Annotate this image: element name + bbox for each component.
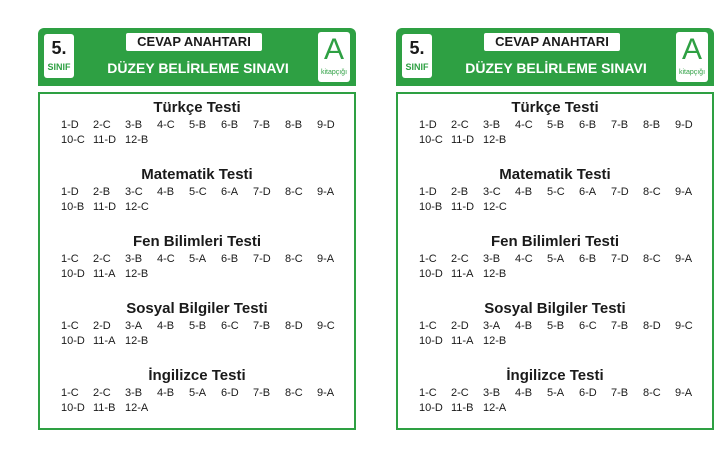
grade-number: 5.	[51, 38, 67, 58]
answer-item: 4-C	[157, 119, 175, 131]
answer-key-card-right	[396, 28, 714, 430]
answer-item: 1-C	[61, 253, 79, 265]
answer-item: 12-C	[125, 201, 149, 213]
answer-item: 11-D	[93, 201, 117, 213]
answer-item: 12-A	[125, 402, 149, 414]
answer-grid	[398, 386, 709, 416]
answer-item: 2-D	[93, 320, 111, 332]
answer-item: 3-C	[125, 186, 143, 198]
answer-item: 11-B	[93, 402, 116, 414]
answer-item: 2-C	[93, 119, 111, 131]
test-section	[40, 232, 354, 299]
answer-item: 8-C	[643, 186, 661, 198]
answer-item: 5-C	[547, 186, 565, 198]
grade-label: SINIF	[47, 62, 71, 72]
answer-item: 5-A	[189, 387, 207, 399]
answer-item: 10-C	[61, 134, 85, 146]
answer-item: 1-D	[419, 186, 437, 198]
grade-badge	[402, 34, 432, 78]
answer-item: 11-D	[93, 134, 117, 146]
answer-item: 11-A	[93, 335, 116, 347]
answer-item: 7-B	[611, 387, 629, 399]
answer-item: 1-C	[61, 320, 79, 332]
answer-item: 2-B	[93, 186, 111, 198]
answer-item: 7-D	[253, 186, 271, 198]
answer-item: 9-A	[675, 387, 693, 399]
answer-item: 5-A	[547, 387, 565, 399]
answer-item: 2-C	[451, 119, 469, 131]
answer-item: 2-C	[451, 253, 469, 265]
answer-item: 5-B	[547, 320, 565, 332]
answer-grid	[40, 185, 351, 215]
answer-item: 6-B	[579, 253, 597, 265]
answer-item: 2-C	[93, 253, 111, 265]
answer-item: 5-A	[547, 253, 565, 265]
answer-item: 4-C	[515, 253, 533, 265]
answer-item: 6-C	[221, 320, 239, 332]
test-section	[40, 366, 354, 433]
answer-item: 1-C	[419, 320, 437, 332]
answer-item: 10-D	[419, 268, 443, 280]
answer-item: 3-B	[125, 253, 143, 265]
answer-item: 6-A	[579, 186, 597, 198]
answer-item: 6-B	[579, 119, 597, 131]
answer-item: 6-A	[221, 186, 239, 198]
answer-item: 1-C	[419, 387, 437, 399]
answer-item: 4-B	[515, 186, 533, 198]
card-title: CEVAP ANAHTARI	[484, 33, 620, 51]
answer-item: 4-B	[157, 320, 175, 332]
answer-item: 4-C	[157, 253, 175, 265]
answer-item: 11-A	[451, 335, 474, 347]
answer-item: 7-B	[253, 387, 271, 399]
answer-item: 12-B	[125, 335, 149, 347]
test-title: Türkçe Testi	[153, 99, 241, 116]
answer-item: 7-B	[611, 320, 629, 332]
answer-grid	[398, 118, 709, 148]
answer-item: 7-D	[611, 186, 629, 198]
answer-item: 6-D	[221, 387, 239, 399]
answer-item: 12-B	[125, 268, 149, 280]
answer-item: 4-C	[515, 119, 533, 131]
answer-item: 12-A	[483, 402, 507, 414]
test-title: Sosyal Bilgiler Testi	[126, 300, 268, 317]
booklet-badge	[318, 32, 350, 82]
card-header	[396, 28, 714, 86]
answer-item: 6-B	[221, 119, 239, 131]
booklet-label: kitapçığı	[678, 69, 706, 76]
answer-item: 3-B	[483, 387, 501, 399]
answer-item: 8-C	[643, 253, 661, 265]
answer-item: 9-D	[675, 119, 693, 131]
answer-item: 5-B	[547, 119, 565, 131]
answer-item: 7-B	[253, 320, 271, 332]
answer-item: 8-C	[285, 186, 303, 198]
test-section	[398, 232, 712, 299]
test-title: Sosyal Bilgiler Testi	[484, 300, 626, 317]
answer-item: 2-B	[451, 186, 469, 198]
answer-item: 9-C	[317, 320, 335, 332]
answer-item: 9-A	[317, 253, 335, 265]
answer-item: 6-C	[579, 320, 597, 332]
test-title: Türkçe Testi	[511, 99, 599, 116]
answer-item: 10-D	[61, 335, 85, 347]
answer-list	[396, 92, 714, 430]
answer-item: 2-D	[451, 320, 469, 332]
answer-item: 8-C	[285, 387, 303, 399]
answer-item: 7-D	[253, 253, 271, 265]
answer-item: 10-B	[61, 201, 85, 213]
answer-item: 4-B	[515, 387, 533, 399]
test-section	[398, 299, 712, 366]
answer-item: 5-B	[189, 320, 207, 332]
answer-grid	[40, 118, 351, 148]
answer-item: 8-B	[285, 119, 303, 131]
answer-item: 8-C	[643, 387, 661, 399]
answer-item: 9-A	[317, 387, 335, 399]
answer-item: 10-D	[419, 335, 443, 347]
answer-item: 12-C	[483, 201, 507, 213]
answer-list	[38, 92, 356, 430]
answer-item: 7-B	[253, 119, 271, 131]
test-title: Fen Bilimleri Testi	[490, 233, 620, 250]
answer-item: 7-D	[611, 253, 629, 265]
answer-grid	[40, 319, 351, 349]
test-section	[398, 98, 712, 165]
answer-item: 11-A	[93, 268, 116, 280]
answer-item: 8-C	[285, 253, 303, 265]
answer-item: 3-B	[483, 119, 501, 131]
answer-item: 2-C	[451, 387, 469, 399]
answer-item: 7-B	[611, 119, 629, 131]
answer-item: 1-C	[419, 253, 437, 265]
answer-item: 1-C	[61, 387, 79, 399]
answer-item: 8-B	[643, 119, 661, 131]
answer-item: 10-D	[61, 402, 85, 414]
answer-item: 3-B	[125, 387, 143, 399]
answer-item: 6-D	[579, 387, 597, 399]
answer-item: 10-C	[419, 134, 443, 146]
card-header	[38, 28, 356, 86]
answer-item: 5-C	[189, 186, 207, 198]
answer-item: 11-D	[451, 201, 475, 213]
test-title: Fen Bilimleri Testi	[132, 233, 262, 250]
answer-item: 9-A	[675, 186, 693, 198]
answer-item: 9-A	[675, 253, 693, 265]
answer-item: 4-B	[157, 387, 175, 399]
answer-grid	[40, 252, 351, 282]
answer-item: 4-B	[515, 320, 533, 332]
test-section	[398, 165, 712, 232]
answer-item: 8-D	[285, 320, 303, 332]
answer-item: 1-D	[419, 119, 437, 131]
answer-item: 10-D	[419, 402, 443, 414]
booklet-letter: A	[323, 33, 344, 66]
answer-item: 3-B	[483, 253, 501, 265]
answer-item: 10-B	[419, 201, 443, 213]
answer-key-card-left	[38, 28, 356, 430]
answer-item: 1-D	[61, 186, 79, 198]
test-title: Matematik Testi	[499, 166, 611, 183]
answer-item: 5-B	[189, 119, 207, 131]
answer-item: 3-A	[125, 320, 143, 332]
answer-item: 11-A	[451, 268, 474, 280]
answer-item: 4-B	[157, 186, 175, 198]
card-title: CEVAP ANAHTARI	[126, 33, 262, 51]
answer-item: 2-C	[93, 387, 111, 399]
grade-badge	[44, 34, 74, 78]
answer-item: 10-D	[61, 268, 85, 280]
test-section	[398, 366, 712, 433]
answer-item: 3-B	[125, 119, 143, 131]
answer-item: 3-C	[483, 186, 501, 198]
answer-item: 9-C	[675, 320, 693, 332]
card-subtitle: DÜZEY BELİRLEME SINAVI	[465, 60, 647, 76]
test-title: İngilizce Testi	[148, 367, 246, 384]
answer-grid	[398, 319, 709, 349]
answer-item: 5-A	[189, 253, 207, 265]
answer-item: 11-D	[451, 134, 475, 146]
answer-grid	[398, 185, 709, 215]
grade-label: SINIF	[405, 62, 429, 72]
answer-item: 12-B	[483, 335, 507, 347]
test-title: Matematik Testi	[141, 166, 253, 183]
test-title: İngilizce Testi	[506, 367, 604, 384]
booklet-letter: A	[681, 33, 702, 66]
answer-grid	[40, 386, 351, 416]
booklet-badge	[676, 32, 708, 82]
card-subtitle: DÜZEY BELİRLEME SINAVI	[107, 60, 289, 76]
answer-item: 6-B	[221, 253, 239, 265]
answer-item: 12-B	[483, 134, 507, 146]
booklet-label: kitapçığı	[320, 69, 348, 76]
test-section	[40, 165, 354, 232]
answer-item: 8-D	[643, 320, 661, 332]
test-section	[40, 98, 354, 165]
answer-item: 9-A	[317, 186, 335, 198]
answer-item: 3-A	[483, 320, 501, 332]
answer-item: 1-D	[61, 119, 79, 131]
grade-number: 5.	[409, 38, 425, 58]
test-section	[40, 299, 354, 366]
answer-grid	[398, 252, 709, 282]
answer-item: 9-D	[317, 119, 335, 131]
answer-item: 11-B	[451, 402, 474, 414]
answer-item: 12-B	[125, 134, 149, 146]
answer-item: 12-B	[483, 268, 507, 280]
